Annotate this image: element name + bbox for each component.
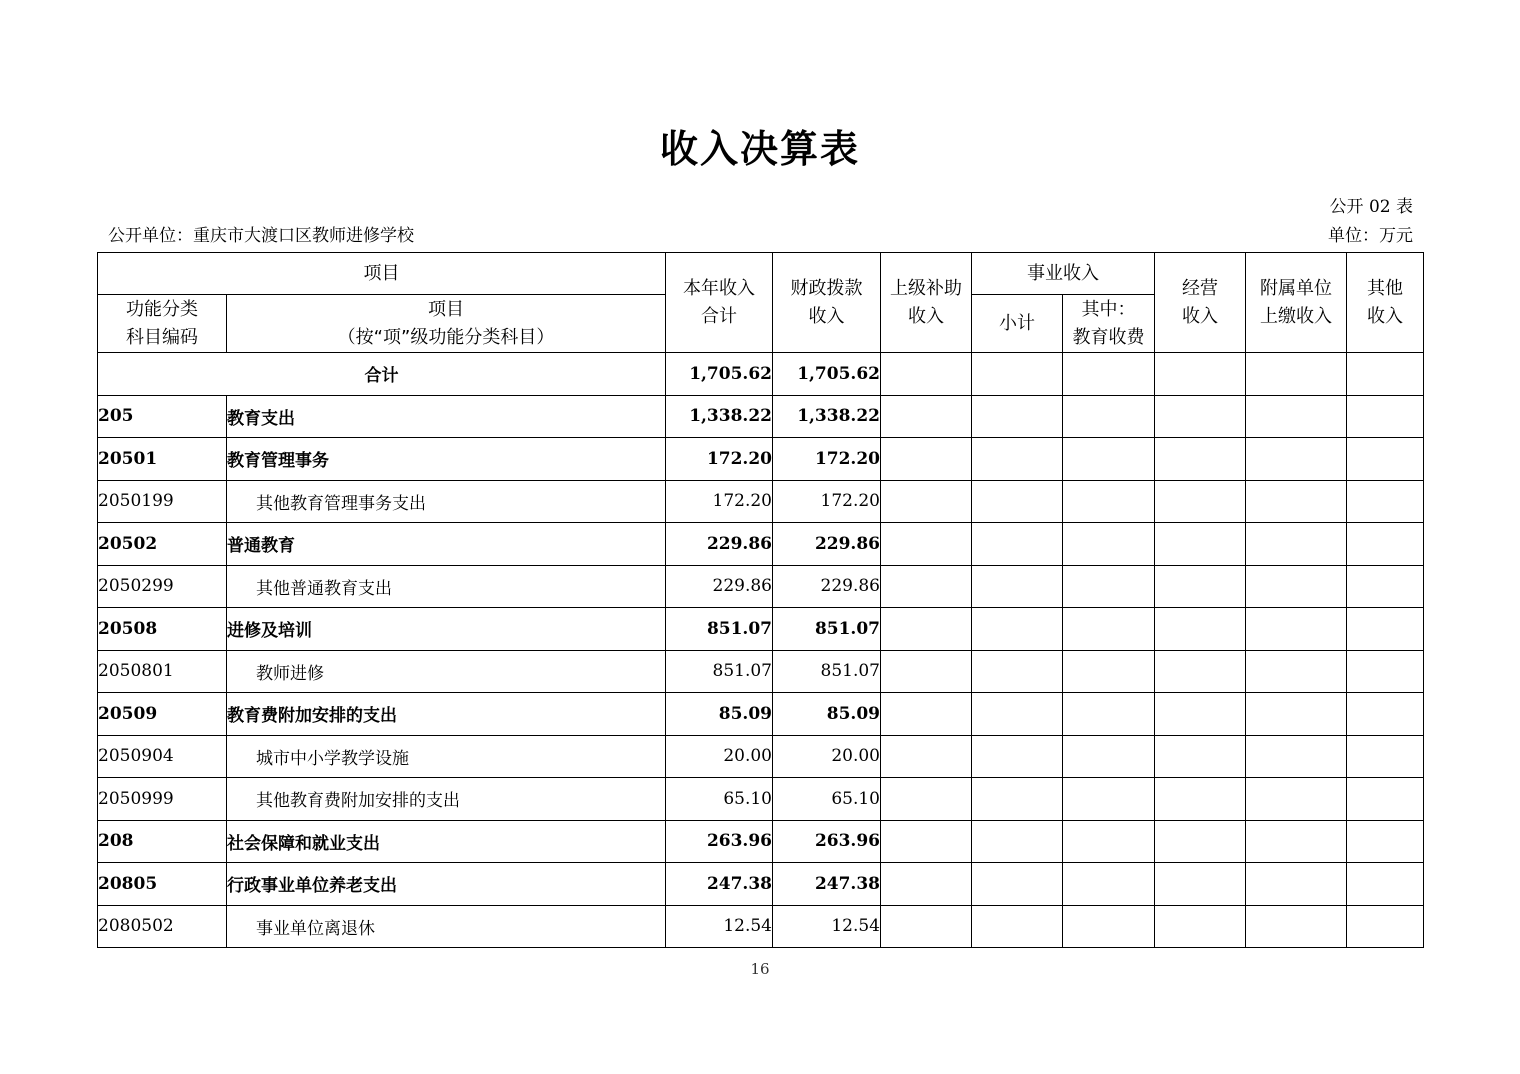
page-number: 16 (750, 960, 770, 978)
empty-cell (972, 820, 1063, 863)
row-name: 教育支出 (227, 395, 666, 438)
empty-cell (972, 863, 1063, 906)
row-name: 事业单位离退休 (227, 905, 666, 948)
row-name: 城市中小学教学设施 (227, 735, 666, 778)
empty-cell (881, 820, 972, 863)
row-fiscal: 247.38 (773, 863, 881, 906)
row-code: 20509 (98, 693, 227, 736)
total-label: 合计 (98, 353, 666, 396)
empty-cell (1063, 650, 1155, 693)
row-name: 普通教育 (227, 523, 666, 566)
row-fiscal: 851.07 (773, 650, 881, 693)
empty-cell (881, 778, 972, 821)
row-name: 行政事业单位养老支出 (227, 863, 666, 906)
empty-cell (1063, 565, 1155, 608)
empty-cell (881, 395, 972, 438)
header-affiliated: 附属单位 上缴收入 (1246, 253, 1347, 353)
empty-cell (1063, 693, 1155, 736)
empty-cell (1246, 608, 1347, 651)
empty-cell (1246, 523, 1347, 566)
empty-cell (972, 905, 1063, 948)
empty-cell (881, 480, 972, 523)
table-row (98, 523, 1424, 566)
table-row (98, 820, 1424, 863)
row-code: 205 (98, 395, 227, 438)
table-row (98, 863, 1424, 906)
row-total-income: 1,338.22 (666, 395, 773, 438)
empty-cell (1246, 650, 1347, 693)
header-code: 功能分类 科目编码 (98, 295, 227, 353)
row-name: 进修及培训 (227, 608, 666, 651)
header-item: 项目 (98, 253, 666, 295)
empty-cell (1347, 523, 1424, 566)
empty-cell (1063, 608, 1155, 651)
empty-cell (1063, 863, 1155, 906)
empty-cell (1246, 905, 1347, 948)
empty-cell (1063, 735, 1155, 778)
row-code: 2050904 (98, 735, 227, 778)
table-row (98, 905, 1424, 948)
table-row (98, 395, 1424, 438)
row-fiscal: 172.20 (773, 480, 881, 523)
page-title: 收入决算表 (659, 127, 860, 171)
row-code: 208 (98, 820, 227, 863)
empty-cell (1155, 778, 1246, 821)
empty-cell (1347, 735, 1424, 778)
row-fiscal: 65.10 (773, 778, 881, 821)
table-row (98, 693, 1424, 736)
income-table (97, 252, 1424, 948)
row-fiscal: 85.09 (773, 693, 881, 736)
row-code: 20805 (98, 863, 227, 906)
empty-cell (1246, 820, 1347, 863)
row-code: 2050999 (98, 778, 227, 821)
row-fiscal: 229.86 (773, 565, 881, 608)
row-total-income: 247.38 (666, 863, 773, 906)
empty-cell (1155, 863, 1246, 906)
empty-cell (1155, 820, 1246, 863)
empty-cell (881, 438, 972, 481)
total-income-value: 1,705.62 (666, 353, 773, 396)
empty-cell (881, 523, 972, 566)
table-row (98, 608, 1424, 651)
row-fiscal: 229.86 (773, 523, 881, 566)
row-fiscal: 1,338.22 (773, 395, 881, 438)
row-total-income: 172.20 (666, 480, 773, 523)
empty-cell (972, 480, 1063, 523)
row-name: 社会保障和就业支出 (227, 820, 666, 863)
empty-cell (1155, 693, 1246, 736)
row-name: 其他教育管理事务支出 (227, 480, 666, 523)
empty-cell (881, 565, 972, 608)
header-total-income: 本年收入 合计 (666, 253, 773, 353)
row-fiscal: 263.96 (773, 820, 881, 863)
header-operating: 经营 收入 (1155, 253, 1246, 353)
empty-cell (1246, 565, 1347, 608)
empty-cell (1155, 650, 1246, 693)
empty-cell (1347, 820, 1424, 863)
row-name: 其他教育费附加安排的支出 (227, 778, 666, 821)
empty-cell (1347, 480, 1424, 523)
empty-cell (972, 650, 1063, 693)
row-code: 20508 (98, 608, 227, 651)
header-subtotal: 小计 (972, 295, 1063, 353)
row-total-income: 851.07 (666, 650, 773, 693)
empty-cell (1246, 480, 1347, 523)
empty-cell (1347, 693, 1424, 736)
row-total-income: 20.00 (666, 735, 773, 778)
empty-cell (1246, 395, 1347, 438)
empty-cell (1347, 395, 1424, 438)
empty-cell (881, 693, 972, 736)
empty-cell (881, 863, 972, 906)
row-code: 2050801 (98, 650, 227, 693)
header-fiscal: 财政拨款 收入 (773, 253, 881, 353)
empty-cell (1347, 650, 1424, 693)
empty-cell (1347, 778, 1424, 821)
row-fiscal: 851.07 (773, 608, 881, 651)
empty-cell (1347, 438, 1424, 481)
empty-cell (1063, 438, 1155, 481)
empty-cell (1155, 480, 1246, 523)
empty-cell (972, 395, 1063, 438)
currency-unit: 单位：万元 (1328, 226, 1413, 246)
empty-cell (1246, 735, 1347, 778)
row-code: 20502 (98, 523, 227, 566)
empty-cell (1246, 778, 1347, 821)
row-total-income: 65.10 (666, 778, 773, 821)
empty-cell (972, 565, 1063, 608)
empty-cell (1155, 523, 1246, 566)
empty-cell (1347, 863, 1424, 906)
empty-cell (1246, 863, 1347, 906)
empty-cell (1155, 905, 1246, 948)
empty-cell (881, 650, 972, 693)
empty-cell (1246, 693, 1347, 736)
row-fiscal: 172.20 (773, 438, 881, 481)
empty-cell (972, 693, 1063, 736)
table-row (98, 438, 1424, 481)
empty-cell (1155, 438, 1246, 481)
row-name: 教育管理事务 (227, 438, 666, 481)
empty-cell (972, 438, 1063, 481)
row-total-income: 229.86 (666, 565, 773, 608)
empty-cell (972, 735, 1063, 778)
row-name: 教师进修 (227, 650, 666, 693)
empty-cell (1063, 480, 1155, 523)
row-fiscal: 20.00 (773, 735, 881, 778)
empty-cell (1063, 905, 1155, 948)
empty-cell (972, 608, 1063, 651)
empty-cell (1155, 735, 1246, 778)
row-code: 20501 (98, 438, 227, 481)
empty-cell (1347, 608, 1424, 651)
empty-cell (1063, 820, 1155, 863)
header-superior: 上级补助 收入 (881, 253, 972, 353)
empty-cell (1155, 565, 1246, 608)
table-row (98, 565, 1424, 608)
header-business: 事业收入 (972, 253, 1155, 295)
row-code: 2050299 (98, 565, 227, 608)
empty-cell (881, 905, 972, 948)
empty-cell (972, 778, 1063, 821)
empty-cell (1063, 395, 1155, 438)
row-code: 2050199 (98, 480, 227, 523)
row-total-income: 229.86 (666, 523, 773, 566)
empty-cell (972, 523, 1063, 566)
header-edu-fee: 其中： 教育收费 (1063, 295, 1155, 353)
empty-cell (1155, 608, 1246, 651)
row-total-income: 172.20 (666, 438, 773, 481)
header-other: 其他 收入 (1347, 253, 1424, 353)
empty-cell (1347, 565, 1424, 608)
row-total-income: 263.96 (666, 820, 773, 863)
row-fiscal: 12.54 (773, 905, 881, 948)
empty-cell (1347, 905, 1424, 948)
row-total-income: 851.07 (666, 608, 773, 651)
total-row (98, 353, 1424, 396)
table-row (98, 650, 1424, 693)
empty-cell (1063, 778, 1155, 821)
row-name: 其他普通教育支出 (227, 565, 666, 608)
empty-cell (881, 608, 972, 651)
row-total-income: 12.54 (666, 905, 773, 948)
row-name: 教育费附加安排的支出 (227, 693, 666, 736)
total-fiscal-value: 1,705.62 (773, 353, 881, 396)
empty-cell (1063, 523, 1155, 566)
table-row (98, 778, 1424, 821)
header-name: 项目 （按“项”级功能分类科目） (227, 295, 666, 353)
empty-cell (1155, 395, 1246, 438)
empty-cell (881, 735, 972, 778)
empty-cell (1246, 438, 1347, 481)
table-row (98, 735, 1424, 778)
table-number: 公开 02 表 (1329, 197, 1413, 217)
reporting-unit: 公开单位：重庆市大渡口区教师进修学校 (108, 226, 414, 246)
row-code: 2080502 (98, 905, 227, 948)
table-row (98, 480, 1424, 523)
row-total-income: 85.09 (666, 693, 773, 736)
